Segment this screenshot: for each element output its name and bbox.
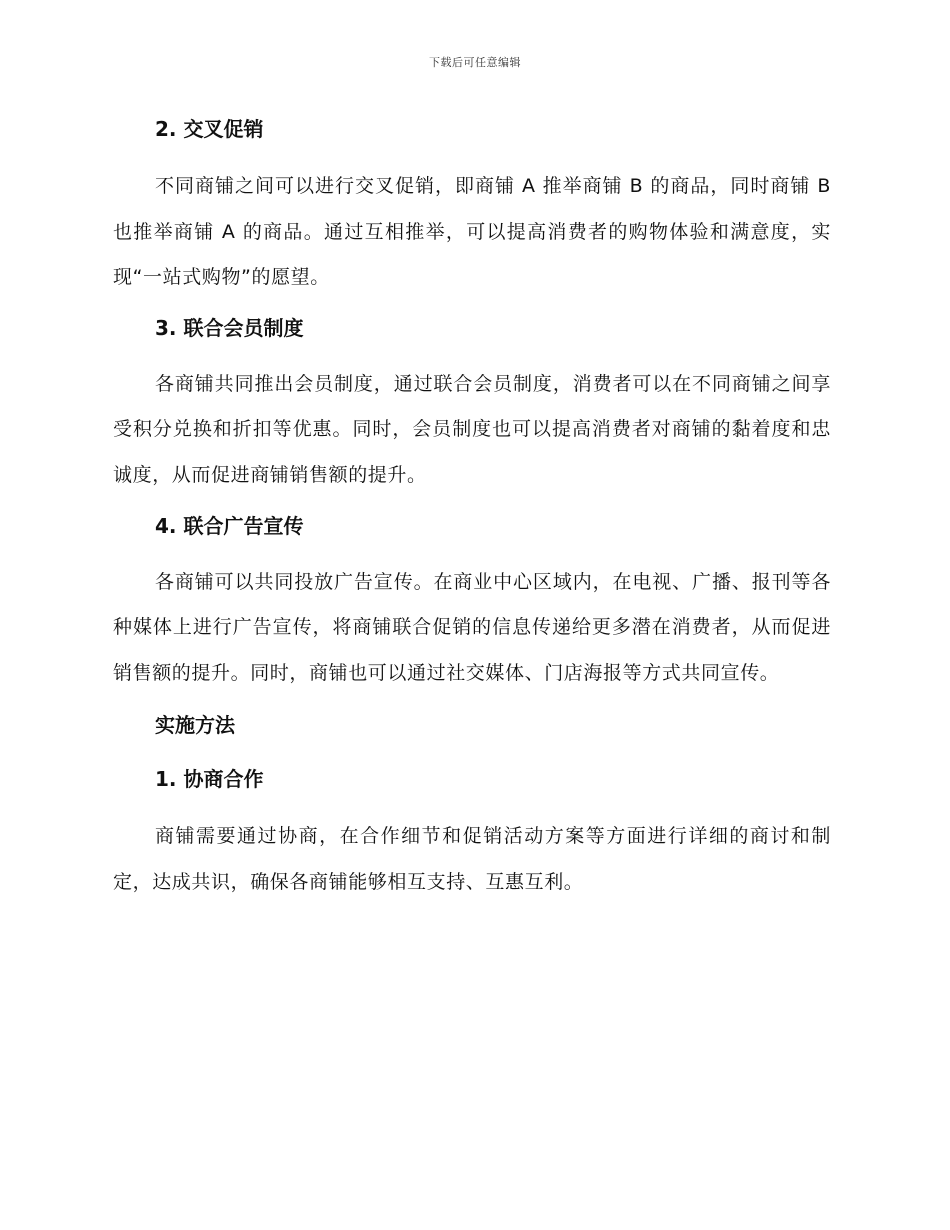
section-heading-negotiation: 1. 协商合作 <box>155 767 264 792</box>
document-body <box>113 112 831 906</box>
paragraph-joint-advertising: 各商铺可以共同投放广告宣传。在商业中心区域内，在电视、广播、报刊等各种媒体上进行广告宣传，将商铺联合促销的信息传递给更多潜在消费者，从而促进销售额的提升。同时，商铺也可以通过社交媒体、门店海报等方式共同宣传。 <box>113 570 831 684</box>
paragraph-joint-membership: 各商铺共同推出会员制度，通过联合会员制度，消费者可以在不同商铺之间享受积分兑换和折扣等优惠。同时，会员制度也可以提高消费者对商铺的黏着度和忠诚度，从而促进商铺销售额的提升。 <box>113 372 831 486</box>
paragraph-cross-promotion: 不同商铺之间可以进行交叉促销，即商铺 A 推举商铺 B 的商品，同时商铺 B 也推举商铺 A 的商品。通过互相推举，可以提高消费者的购物体验和满意度，实现“一站式购物”的愿望。 <box>113 175 831 289</box>
section-heading-joint-advertising: 4. 联合广告宣传 <box>155 513 304 538</box>
section-heading-implementation: 实施方法 <box>155 713 235 738</box>
section-heading-cross-promotion: 2. 交叉促销 <box>155 117 264 141</box>
page-header-note: 下载后可任意编辑 <box>429 56 521 69</box>
paragraph-negotiation: 商铺需要通过协商，在合作细节和促销活动方案等方面进行详细的商讨和制定，达成共识，确保各商铺能够相互支持、互惠互利。 <box>113 825 831 893</box>
section-heading-joint-membership: 3. 联合会员制度 <box>155 315 304 340</box>
